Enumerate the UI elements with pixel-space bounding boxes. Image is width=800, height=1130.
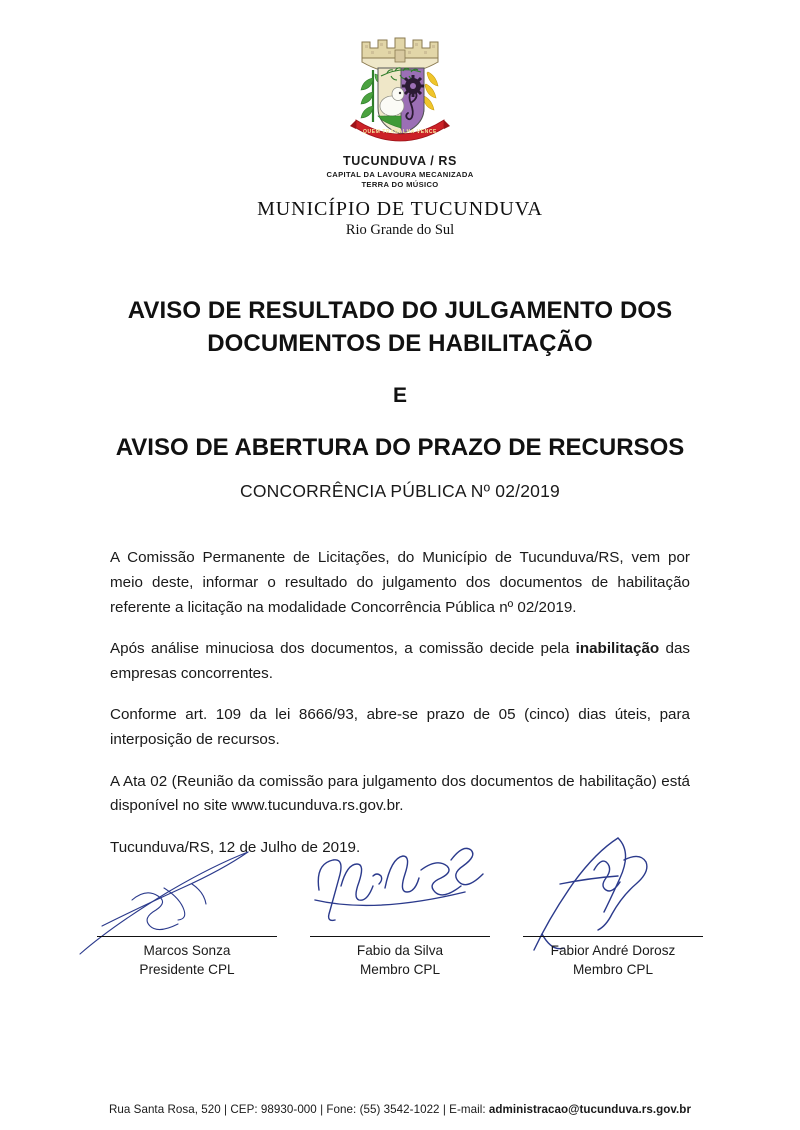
paragraph-2 — [110, 637, 690, 686]
page-subtitle-heading: AVISO DE ABERTURA DO PRAZO DE RECURSOS — [115, 434, 685, 462]
coat-of-arms-crest — [340, 30, 460, 150]
signer-name: Fabior André Dorosz — [550, 943, 676, 958]
paragraph-1: A Comissão Permanente de Licitações, do Município de Tucunduva/RS, vem por meio deste, informar o resultado do julgamento dos documentos de habilitação referente a licitação na modalidade Concorrência Pública nº 02/2019. — [110, 549, 690, 616]
signature-entry-1 — [85, 880, 290, 978]
organization-name: MUNICÍPIO DE TUCUNDUVA — [257, 198, 543, 220]
svg-text:QUEM TRABALHA VENCE: QUEM TRABALHA VENCE — [363, 129, 437, 135]
footer — [0, 1103, 800, 1116]
signature-rule — [97, 936, 277, 937]
shield-icon — [378, 68, 424, 134]
gear-icon — [402, 75, 424, 97]
wheat-icon — [423, 72, 438, 110]
bid-reference: CONCORRÊNCIA PÚBLICA Nº 02/2019 — [240, 481, 560, 502]
footer-address: Rua Santa Rosa, 520 | CEP: 98930-000 | Fone: (55) 3542-1022 | E-mail: — [108, 1103, 489, 1116]
organization-state: Rio Grande do Sul — [345, 222, 455, 238]
crest-city-line: TUCUNDUVA / RS — [343, 154, 457, 168]
page-title — [95, 295, 705, 360]
signer-role: Presidente CPL — [139, 962, 235, 978]
signer-name: Marcos Sonza — [143, 943, 231, 958]
title-conjunction: E — [392, 384, 407, 408]
crest-artwork — [340, 30, 460, 150]
signature-rule — [523, 936, 703, 937]
signature-rule — [310, 936, 490, 937]
paragraph-2-emphasis: inabilitação — [575, 640, 660, 658]
page-title-line-1: AVISO DE RESULTADO DO JULGAMENTO DOS — [127, 297, 673, 324]
crest-tagline-2: TERRA DO MÚSICO — [361, 180, 439, 189]
date-line: Tucunduva/RS, 12 de Julho de 2019. — [110, 838, 361, 856]
document-body — [0, 546, 800, 860]
title-block — [0, 295, 800, 502]
signer-name: Fabio da Silva — [356, 943, 444, 958]
paragraph-2-before: Após análise minuciosa dos documentos, a comissão decide pela — [110, 640, 576, 658]
footer-email: administracao@tucunduva.rs.gov.br — [488, 1103, 692, 1116]
signature-entry-3 — [511, 880, 716, 978]
signature-block — [0, 880, 800, 978]
page-title-line-2: DOCUMENTOS DE HABILITAÇÃO — [207, 329, 593, 357]
signer-role: Membro CPL — [572, 962, 654, 978]
paragraph-4: A Ata 02 (Reunião da comissão para julgamento dos documentos de habilitação) está disponível no site www.tucunduva.rs.gov.br. — [110, 772, 690, 815]
paragraph-2-after: das empresas concorrentes. — [110, 640, 690, 682]
signer-role: Membro CPL — [359, 962, 441, 978]
paragraph-3: Conforme art. 109 da lei 8666/93, abre-se prazo de 05 (cinco) dias úteis, para interposição de recursos. — [110, 706, 690, 748]
crest-tagline-1: CAPITAL DA LAVOURA MECANIZADA — [326, 170, 474, 179]
signature-entry-2 — [298, 880, 503, 978]
document-header — [0, 0, 800, 239]
